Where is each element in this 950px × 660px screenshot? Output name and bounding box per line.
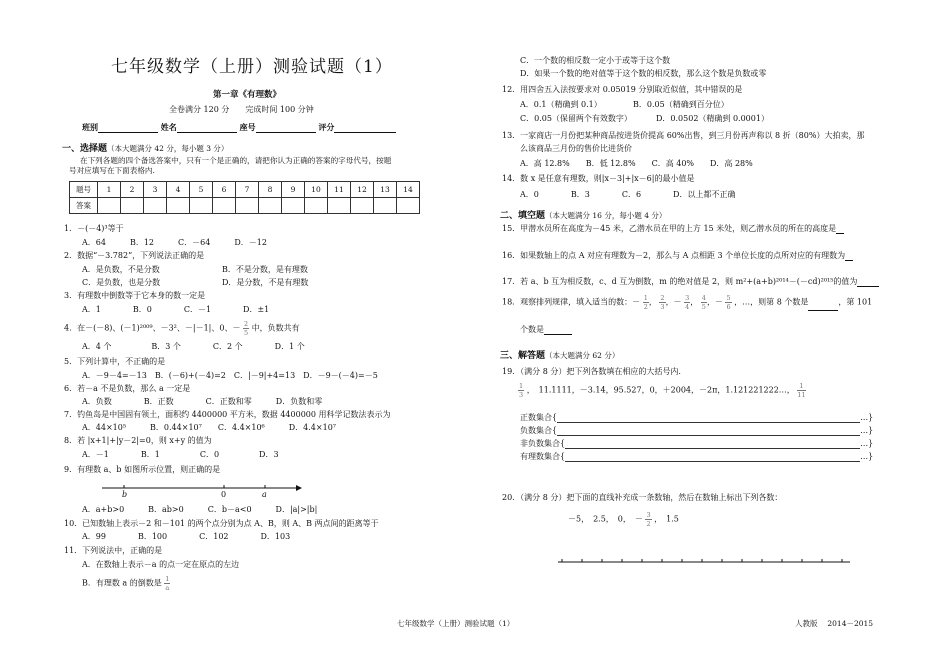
fraction-denominator: 6	[726, 303, 731, 311]
fraction-numerator: 5	[726, 294, 731, 302]
section2-note: （本大题满分 16 分，每小题 4 分）	[545, 211, 667, 220]
field-seat-label: 座号	[239, 122, 256, 132]
answer-table-header-row	[70, 182, 420, 198]
page-title: 七年级数学（上册）测验试题（1）	[111, 57, 393, 77]
question-4-tail: 中，负数共有	[251, 323, 300, 333]
question-7: 7．钓鱼岛是中国固有领土，面积约 4400000 平方米，数据 4400000 用科学记数法表示为	[64, 410, 391, 419]
answer-table-number: 10	[305, 182, 328, 198]
fraction-denominator: 5	[244, 329, 249, 337]
question-18-line-2	[520, 324, 572, 335]
set-label: 负数集合{	[520, 426, 558, 435]
set-label: 非负数集合{	[520, 439, 566, 448]
question-4-text: 4．在－(－8)、(－1)²⁰⁰⁹、－3²、－|－1|、0、－	[64, 323, 241, 333]
fraction-numerator: 3	[685, 294, 690, 302]
set-negative[interactable]	[520, 425, 873, 436]
fraction-denominator: 4	[685, 303, 690, 311]
answer-table-number: 5	[190, 182, 213, 198]
footer-edition: 人教版 2014－2015	[795, 619, 874, 628]
answer-cell[interactable]	[121, 198, 144, 214]
question-5: 5．下列计算中，不正确的是	[64, 357, 166, 366]
answer-table-number: 1	[98, 182, 121, 198]
question-11-fraction	[164, 575, 170, 592]
question-3: 3．有理数中倒数等于它本身的数一定是	[64, 291, 206, 300]
set-blank[interactable]	[565, 440, 860, 449]
question-10-options: A．99 B．100 C．102 D．103	[82, 532, 291, 541]
question-2-option-b: B．不是分数，是有理数	[222, 265, 308, 274]
student-fields	[82, 122, 396, 133]
question-11: 11．下列说法中，正确的是	[64, 546, 163, 555]
question-11-option-c: C．一个数的相反数一定小于或等于这个数	[520, 56, 671, 65]
q19-last-fraction	[797, 382, 805, 399]
set-non-negative[interactable]	[520, 438, 873, 449]
question-15-blank[interactable]	[836, 225, 844, 234]
answer-table-number: 6	[213, 182, 236, 198]
answer-cell[interactable]	[305, 198, 328, 214]
question-14: 14．数 x 是任意有理数，则|x－3|+|x－6|的最小值是	[502, 174, 695, 183]
question-6-options: A．负数 B．正数 C．正数和零 D．负数和零	[82, 397, 323, 406]
q18-fraction-1	[643, 294, 649, 311]
answer-cell[interactable]	[98, 198, 121, 214]
field-score-label: 评分	[318, 122, 335, 132]
answer-table-number: 3	[144, 182, 167, 198]
question-2-option-d: D．是分数，不是有理数	[222, 278, 309, 287]
fraction-denominator: a	[165, 584, 170, 592]
question-20-number-list: －5， 2.5， 0， －	[568, 514, 643, 524]
answer-cell[interactable]	[236, 198, 259, 214]
question-13-line-2: 么该商品三月份的售价比进货价	[520, 144, 632, 153]
set-end: …}	[860, 439, 874, 448]
answer-table-number: 4	[167, 182, 190, 198]
q18-fraction-2	[659, 294, 665, 311]
fraction-denominator: 3	[660, 303, 665, 311]
question-17-blank[interactable]	[857, 278, 879, 287]
q18-fraction-4	[701, 294, 707, 311]
question-7-options: A．44×10⁵ B．0.44×10⁷ C．4.4×10⁶ D．4.4×10⁷	[82, 423, 336, 432]
question-16	[502, 250, 853, 261]
section1-instructions-2: 号对应填写在下面表格内.	[69, 166, 155, 175]
question-2-option-a: A．是负数，不是分数	[82, 265, 160, 274]
question-10: 10．已知数轴上表示－2 和－101 的两个点分别为点 A、B，则 A、B 两点间的距离等于	[64, 519, 379, 528]
question-9-number-line	[102, 480, 302, 502]
footer-title: 七年级数学（上册）测验试题（1）	[397, 619, 515, 628]
fraction-numerator: 2	[660, 294, 665, 302]
answer-table-number: 9	[282, 182, 305, 198]
question-17-text: 17．若 a、b 互为相反数，c、d 互为倒数，m 的绝对值是 2，则 m²+(a+b)²⁰¹⁴－(－cd)²⁰¹⁵的值为	[502, 277, 858, 286]
answer-table-number: 11	[328, 182, 351, 198]
field-class-label: 班别	[82, 122, 98, 132]
fraction-numerator: 3	[646, 511, 651, 519]
answer-table-number: 8	[259, 182, 282, 198]
question-2-option-c: C．是负数，也是分数	[82, 278, 161, 287]
section2-title: 二、填空题	[500, 211, 546, 221]
question-11-option-b	[82, 575, 170, 592]
question-12-option-d: D．0.0502（精确到 0.0001）	[656, 114, 769, 123]
question-16-blank[interactable]	[845, 252, 853, 261]
fraction-numerator: 4	[701, 294, 706, 302]
question-20-number-line[interactable]	[558, 555, 850, 567]
question-12-option-b: B．0.05（精确到百分位）	[633, 100, 729, 109]
set-end: …}	[860, 413, 874, 422]
question-18: 18．观察排列规律，填入适当的数：－ $\frac{1}{2}$， $\frac{2}{3}$，－ $\frac{3}{4}$， $\frac{4}{5}$，－ $\frac{5}{6}$ ，…，则第 8 个数是 ，第 101	[502, 294, 873, 311]
answer-table-answer-row	[70, 198, 420, 214]
question-19-number-list: ， 11.1111，－3.14，95.527，0，＋2004，－2π，1.121221222…，	[526, 385, 795, 395]
answer-cell[interactable]	[144, 198, 167, 214]
question-4-fraction	[243, 320, 249, 337]
answer-table-number: 12	[351, 182, 374, 198]
answer-table-number: 14	[397, 182, 420, 198]
question-20: 20．（满分 8 分）把下面的直线补充成一条数轴，然后在数轴上标出下列各数：	[502, 493, 783, 502]
number-line-arrow	[296, 485, 302, 491]
question-20-numbers	[568, 511, 679, 528]
question-11-option-d: D．如果一个数的绝对值等于这个数的相反数，那么这个数是负数或零	[520, 69, 767, 78]
field-class-input[interactable]	[98, 124, 158, 133]
answer-cell[interactable]	[328, 198, 351, 214]
question-19-numbers	[518, 382, 806, 399]
answer-cell[interactable]	[190, 198, 213, 214]
q20-fraction	[645, 511, 651, 528]
question-17	[502, 276, 879, 287]
exam-info: 全卷满分 120 分 完成时间 100 分钟	[169, 105, 314, 114]
question-18-line-2-text: 个数是	[520, 325, 544, 334]
question-13-line-1: 13．一家商店一月份把某种商品按进货价提高 60%出售，到三月份再声称以 8 折（80%）大拍卖，那	[502, 131, 865, 140]
answer-table-number-label: 题号	[70, 182, 98, 198]
question-4-options: A．4 个 B．3 个 C．2 个 D．1 个	[82, 342, 305, 351]
answer-table-number: 13	[374, 182, 397, 198]
set-end: …}	[860, 452, 874, 461]
fraction-denominator: 3	[519, 391, 524, 399]
fraction-numerator: 1	[165, 575, 170, 583]
question-8-options: A．－1 B．1 C．0 D．3	[82, 450, 279, 459]
fraction-numerator: 1	[643, 294, 648, 302]
question-6: 6．若－a 不是负数，那么 a 一定是	[64, 384, 191, 393]
number-line-label-b: b	[122, 490, 128, 499]
set-blank[interactable]	[557, 414, 860, 423]
answer-cell[interactable]	[351, 198, 374, 214]
fraction-denominator: 2	[643, 303, 648, 311]
answer-cell[interactable]	[397, 198, 420, 214]
question-20-tail: ， 1.5	[654, 514, 679, 524]
question-15-text: 15．甲潜水员所在高度为－45 米，乙潜水员在甲的上方 15 米处，则乙潜水员的所在的高度是	[502, 224, 837, 233]
set-end: …}	[860, 426, 874, 435]
question-3-options: A．1 B．0 C．－1 D．±1	[82, 305, 270, 314]
question-18-tail: ，…，则第 8 个数是	[734, 297, 809, 307]
question-1-options: A．64 B．12 C．－64 D．－12	[82, 238, 267, 247]
set-positive[interactable]	[520, 412, 873, 423]
q19-first-fraction	[518, 382, 524, 399]
chapter-title: 第一章《有理数》	[213, 90, 282, 100]
set-label: 正数集合{	[520, 413, 558, 422]
question-18-tail-2: ，第 101	[838, 297, 873, 307]
section3-title: 三、解答题	[500, 351, 546, 361]
field-seat-input[interactable]	[256, 124, 316, 133]
question-8: 8．若 |x+1|+|y－2|=0，则 x+y 的值为	[64, 436, 212, 445]
question-14-options: A．0 B．3 C．6 D．以上都不正确	[520, 190, 736, 199]
question-2: 2．数据“－3.782”，下列说法正确的是	[64, 251, 205, 260]
section3-note: （本大题满分 62 分）	[545, 351, 620, 360]
question-15	[502, 223, 844, 234]
fraction-numerator: 1	[519, 382, 524, 390]
section1-note: （本大题满分 42 分，每小题 3 分）	[107, 144, 229, 153]
question-1: 1．－(－4)³等于	[64, 224, 124, 233]
set-blank[interactable]	[557, 427, 860, 436]
question-19: 19．（满分 8 分）把下列各数填在相应的大括号内.	[502, 367, 681, 376]
section1-heading	[62, 141, 228, 154]
q18-fraction-3	[684, 294, 690, 311]
answer-cell[interactable]	[259, 198, 282, 214]
question-9: 9．有理数 a、b 如图所示位置，则正确的是	[64, 465, 221, 474]
set-blank[interactable]	[565, 453, 860, 462]
question-9-options: A．a+b>0 B．ab>0 C．b－a<0 D．|a|>|b|	[82, 505, 318, 514]
answer-table	[69, 181, 420, 214]
question-11-option-a: A．在数轴上表示－a 的点一定在原点的左边	[82, 560, 240, 569]
answer-cell[interactable]	[167, 198, 190, 214]
answer-cell[interactable]	[282, 198, 305, 214]
set-rational[interactable]	[520, 451, 873, 462]
field-name-input[interactable]	[177, 124, 237, 133]
question-18-text: 18．观察排列规律，填入适当的数：－	[502, 297, 641, 307]
number-line-label-0: 0	[221, 490, 227, 499]
section1-title: 一、选择题	[62, 144, 108, 154]
fraction-denominator: 5	[701, 303, 706, 311]
q18-fraction-5	[725, 294, 731, 311]
answer-table-answer-label: 答案	[70, 198, 98, 214]
fraction-numerator: 2	[244, 320, 249, 328]
answer-table-number: 7	[236, 182, 259, 198]
question-18-blank-1[interactable]	[808, 302, 838, 311]
question-13-options: A．高 12.8% B．低 12.8% C．高 40% D．高 28%	[520, 159, 753, 168]
section3-heading	[500, 348, 619, 361]
question-12-option-a: A．0.1（精确到 0.1）	[520, 100, 602, 109]
fraction-numerator: 1	[797, 382, 805, 391]
question-4	[64, 320, 300, 337]
answer-table-number: 2	[121, 182, 144, 198]
fraction-denominator: 11	[797, 391, 806, 399]
question-11-option-b-text: B．有理数 a 的倒数是	[82, 578, 162, 588]
question-12-option-c: C．0.05（保留两个有效数字）	[520, 114, 632, 123]
field-score-input[interactable]	[334, 124, 396, 133]
section2-heading	[500, 208, 666, 221]
question-18-blank-2[interactable]	[544, 326, 572, 335]
fraction-denominator: 2	[646, 520, 651, 528]
number-line-label-a: a	[262, 490, 267, 499]
question-16-text: 16．如果数轴上的点 A 对应有理数为－2，那么与 A 点相距 3 个单位长度的点所对应的有理数为	[502, 251, 846, 260]
set-label: 有理数集合{	[520, 452, 566, 461]
field-name-label: 姓名	[160, 122, 177, 132]
answer-cell[interactable]	[374, 198, 397, 214]
section1-instructions-1: 在下列各题的四个备选答案中，只有一个是正确的，请把你认为正确的答案的字母代号，按题	[80, 156, 392, 165]
question-5-options: A．－9－4=－13 B．(－6)+(－4)=2 C．|－9|+4=13 D．－9－(－4)=－5	[82, 371, 378, 380]
question-12: 12．用四舍五入法按要求对 0.05019 分别取近似值，其中错误的是	[502, 85, 743, 94]
answer-cell[interactable]	[213, 198, 236, 214]
